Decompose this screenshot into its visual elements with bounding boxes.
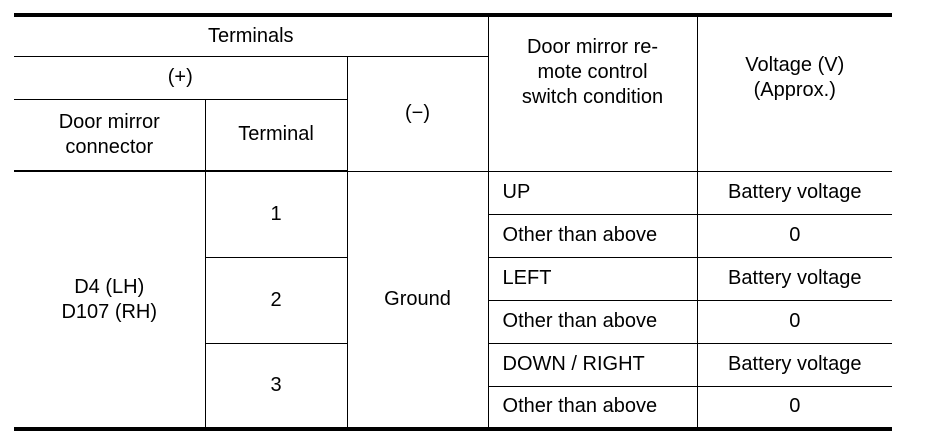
condition-up: UP	[488, 171, 697, 214]
connector-rh: D107 (RH)	[61, 300, 158, 323]
voltage-down-right: Battery voltage	[697, 343, 892, 386]
voltage-left: Battery voltage	[697, 257, 892, 300]
condition-other-2: Other than above	[488, 300, 697, 343]
plus-header: (+)	[14, 56, 347, 99]
connector-cell	[14, 171, 205, 429]
voltage-header-line-1: Voltage (V)	[745, 54, 845, 76]
connector-header-line-2: connector	[65, 135, 154, 158]
terminal-2: 2	[205, 257, 347, 343]
condition-other-1: Other than above	[488, 214, 697, 257]
voltage-other-1: 0	[697, 214, 892, 257]
condition-left: LEFT	[488, 257, 697, 300]
voltage-up: Battery voltage	[697, 171, 892, 214]
voltage-header	[697, 15, 892, 171]
connector-lh: D4 (LH)	[74, 275, 145, 298]
condition-down-right: DOWN / RIGHT	[488, 343, 697, 386]
minus-header: (−)	[347, 56, 488, 171]
switch-condition-header-line-2: mote control	[537, 61, 648, 83]
voltage-header-line-2: (Approx.)	[753, 79, 836, 101]
condition-other-3: Other than above	[488, 386, 697, 429]
switch-condition-header-line-1: Door mirror re-	[526, 36, 659, 58]
voltage-other-2: 0	[697, 300, 892, 343]
terminal-1: 1	[205, 171, 347, 257]
ground-cell: Ground	[347, 171, 488, 429]
door-mirror-connector-header	[14, 99, 205, 171]
connector-header-line-1: Door mirror	[58, 110, 160, 133]
switch-condition-header	[488, 15, 697, 171]
switch-condition-header-line-3: switch condition	[521, 86, 664, 108]
voltage-other-3: 0	[697, 386, 892, 429]
terminal-3: 3	[205, 343, 347, 429]
terminal-header: Terminal	[205, 99, 347, 171]
terminals-header: Terminals	[14, 15, 488, 56]
terminal-voltage-table	[14, 13, 892, 431]
